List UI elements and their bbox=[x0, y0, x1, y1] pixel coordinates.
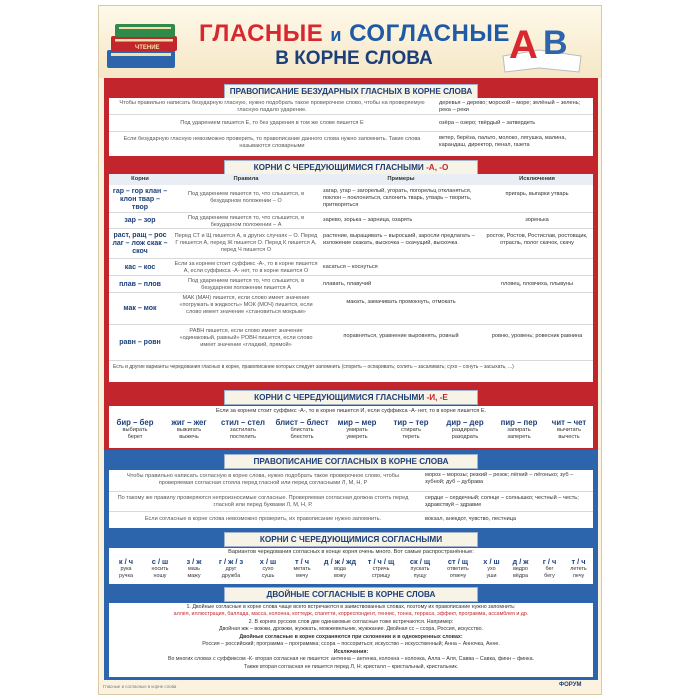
pair-example: ручка bbox=[119, 572, 133, 579]
svg-text:B: B bbox=[543, 24, 568, 62]
root-pair bbox=[251, 557, 285, 579]
pair-example: стрищу bbox=[371, 572, 391, 579]
s2-table bbox=[109, 174, 593, 382]
pair-example: лететь bbox=[570, 566, 587, 572]
example-cell: касаться – коснуться bbox=[323, 264, 378, 270]
title-consonants: СОГЛАСНЫЕ bbox=[349, 20, 510, 47]
pair-root: блист – блест bbox=[275, 418, 329, 427]
title-and: и bbox=[330, 25, 342, 45]
pair-example: вычесть bbox=[558, 433, 580, 440]
pair-example: тереть bbox=[402, 433, 420, 440]
poster-header bbox=[99, 6, 602, 78]
example-cell: плавать, плавучий bbox=[323, 281, 372, 287]
rule-text: Если согласные в корне слова невозможно проверить, их правописание нужно запомнить. bbox=[144, 516, 382, 522]
pair-example: блистать bbox=[290, 427, 314, 433]
table-row bbox=[109, 293, 593, 325]
pair-root: т / ч / щ bbox=[367, 557, 395, 566]
example-text: сердце – сердечный; солнце – солнышко; честный – честь; здравствуй – здравие bbox=[425, 495, 579, 508]
s4-table bbox=[109, 470, 593, 528]
rule-text: Чтобы правильно написать согласную в корне слова, нужно подобрать такое проверочное слово, чтобы проверяемая согласная стояла перед гласной или перед согласными Л, М, Н, Р bbox=[127, 473, 399, 486]
root-pair bbox=[361, 557, 401, 579]
pair-root: к / ч bbox=[118, 557, 134, 566]
exception-cell: пловец, пловчиха, плывуны bbox=[500, 281, 574, 287]
pair-example: стирать bbox=[400, 427, 422, 433]
pair-root: г / ч bbox=[542, 557, 557, 566]
root-pair bbox=[165, 418, 213, 440]
table-row bbox=[109, 132, 593, 156]
pair-example: застилать bbox=[230, 427, 256, 433]
example-text: озёра – озеро; твёрдый – затвердеть bbox=[439, 120, 536, 126]
pair-root: з / ж bbox=[186, 557, 202, 566]
book-label: ЧТЕНИЕ bbox=[135, 45, 160, 51]
root-pair bbox=[545, 418, 593, 440]
table-row bbox=[109, 512, 593, 528]
pair-example: бегу bbox=[544, 572, 555, 579]
root-cell: мак – мок bbox=[123, 305, 157, 312]
root-pair bbox=[506, 557, 535, 579]
table-row bbox=[109, 115, 593, 132]
books-icon bbox=[105, 20, 183, 72]
s2-title bbox=[224, 160, 478, 175]
s3-title bbox=[224, 390, 478, 405]
s3-title-text: КОРНИ С ЧЕРЕДУЮЩИМИСЯ ГЛАСНЫМИ bbox=[254, 393, 425, 402]
pair-example: запереть bbox=[507, 433, 531, 440]
rule-text: Чтобы правильно написать безударную гласную, нужно подобрать такое проверочное слово, чтобы на проверяемую гласную падало ударение. bbox=[119, 100, 425, 113]
s5-intro: Вариантов чередования согласных в конце корня очень много. Вот самые распространённые: bbox=[228, 549, 474, 555]
pair-example: отвечу bbox=[449, 572, 467, 579]
root-pair bbox=[387, 418, 435, 440]
pair-example: бег bbox=[545, 566, 554, 572]
page-subtitle: В КОРНЕ СЛОВА bbox=[275, 48, 433, 69]
s6-line: 1. Двойные согласные в корне слова чаще всего встречаются в заимствованных словах, поэтому их правописание нужно запомнить: bbox=[186, 604, 516, 610]
pair-example: вёдра bbox=[512, 572, 528, 579]
table-row bbox=[109, 185, 593, 213]
example-cell: загар, угар – загорелый, угорать, погорельц откланяться, поклон – поклониться, склонить тварь, утварь – творить, притворяться bbox=[323, 188, 472, 208]
publisher-logo: ФОРУМ bbox=[559, 682, 582, 688]
s2-title-letters: -А, -О bbox=[426, 163, 449, 172]
pair-root: ст / щ bbox=[447, 557, 469, 566]
pair-example: пускать bbox=[410, 566, 430, 572]
table-row bbox=[109, 213, 593, 229]
exception-cell: росток, Ростов, Ростислав, ростовщик, отрасль, полог скачок, скачу bbox=[486, 233, 588, 246]
pair-example: блестеть bbox=[290, 433, 314, 440]
rule-text: По такому же правилу проверяются непроизносимые согласные. Проверяемая согласная должна стоять перед гласной или перед буквами Л, М, Н, Р. bbox=[117, 495, 409, 508]
pair-root: д / ж bbox=[512, 557, 529, 566]
root-pair bbox=[477, 557, 506, 579]
s6-line: Во многих словах с суффиксом -К- вторая согласная не пишется: антенна – антенка, колонна – колонка, Алла – Аля, Савва – Савка, финн – финка. bbox=[167, 656, 535, 662]
pair-root: мир – мер bbox=[337, 418, 377, 427]
ab-letters-icon bbox=[499, 16, 585, 76]
example-text: вокзал, анекдот, чувство, лестница bbox=[425, 516, 517, 522]
example-cell: зарево, зорька – зарница, озарять bbox=[323, 217, 413, 223]
pair-example: сухо bbox=[262, 566, 274, 572]
exception-cell: пригарь, выгарки утварь bbox=[505, 191, 569, 197]
s6-line: Исключения: bbox=[333, 649, 369, 655]
table-header bbox=[109, 174, 593, 185]
root-pair bbox=[273, 418, 331, 440]
footer-text: Гласные и согласные в корне слова bbox=[103, 684, 177, 689]
pair-example: метать bbox=[293, 566, 311, 572]
pair-example: рука bbox=[120, 566, 132, 572]
col-header-rules: Правила bbox=[233, 176, 259, 182]
pair-example: друг bbox=[225, 566, 237, 572]
pair-example: ведро bbox=[513, 566, 528, 572]
pair-root: пир – пер bbox=[500, 418, 538, 427]
rule-cell: Под ударением пишется то, что слышится, в безударном положении пишется А bbox=[187, 278, 305, 291]
pair-example: вода bbox=[334, 566, 346, 572]
table-row bbox=[109, 492, 593, 512]
root-pair bbox=[333, 418, 381, 440]
pair-example: мечу bbox=[295, 572, 309, 579]
pair-example: носить bbox=[151, 566, 169, 572]
pair-example: разодрать bbox=[451, 433, 479, 440]
s3-panel bbox=[109, 406, 593, 448]
s6-line: Также вторая согласная не пишется перед Л, Н: кристалл – кристальный, кристальник. bbox=[243, 664, 459, 670]
pair-example: ухо bbox=[487, 566, 496, 572]
pair-root: тир – тер bbox=[393, 418, 429, 427]
pair-example: выбирать bbox=[122, 427, 148, 433]
pair-example: постелить bbox=[229, 433, 257, 440]
rule-cell: МАК (МАЧ) пишется, если слово имеет значение «погружать в жидкость» МОК (МОЧ) пишется, если слово имеет значение «становиться мокрым» bbox=[179, 295, 313, 315]
pair-example: берет bbox=[127, 433, 143, 440]
pair-example: запирать bbox=[507, 427, 531, 433]
pair-root: жиг – жег bbox=[171, 418, 207, 427]
s1-table bbox=[109, 98, 593, 156]
rule-text: Под ударением пишется Ё, то без ударения в том же слове пишется Е bbox=[180, 120, 364, 126]
root-cell: раст, ращ – рос лаг – лож скак – скоч bbox=[112, 232, 168, 255]
pair-example: умирать bbox=[346, 427, 368, 433]
pair-root: х / ш bbox=[483, 557, 500, 566]
svg-text:A: A bbox=[509, 23, 538, 67]
pair-root: бир – бер bbox=[116, 418, 154, 427]
s6-line: 2. В корнях русских слов две одинаковые согласные тоже встречаются. Например: bbox=[248, 619, 454, 625]
rule-cell: Перед СТ и Щ пишется А, в других случаях – О. Перед Г пишется А, перед Ж пишется О. Перед К пишется А, перед Ч пишется О bbox=[174, 233, 318, 253]
pair-example: раздирать bbox=[451, 427, 479, 433]
example-cell: поравняться, уравнение выровнять, ровный bbox=[343, 333, 459, 339]
rule-cell: Под ударением пишется то, что слышится, в безударном положении – О bbox=[187, 191, 305, 204]
root-pair bbox=[219, 418, 267, 440]
pair-root: т / ч bbox=[294, 557, 310, 566]
s2-title-text: КОРНИ С ЧЕРЕДУЮЩИМИСЯ ГЛАСНЫМИ bbox=[253, 163, 424, 172]
pair-example: уши bbox=[486, 572, 497, 579]
pair-example: мазь bbox=[188, 566, 200, 572]
pair-root: ск / щ bbox=[409, 557, 431, 566]
root-pair bbox=[177, 557, 211, 579]
col-header-examples: Примеры bbox=[387, 176, 415, 182]
exception-cell: ровню, уровень; ровесник равнина bbox=[491, 333, 583, 339]
table-row bbox=[109, 229, 593, 259]
root-cell: зар – зор bbox=[124, 217, 156, 224]
root-pair bbox=[109, 557, 143, 579]
page-title bbox=[199, 20, 509, 48]
s1-title: ПРАВОПИСАНИЕ БЕЗУДАРНЫХ ГЛАСНЫХ В КОРНЕ СЛОВА bbox=[224, 84, 478, 99]
s3-title-letters: -И, -Е bbox=[426, 393, 448, 402]
root-cell: гар – гор клан – клон твар – твор bbox=[112, 188, 168, 211]
title-vowels: ГЛАСНЫЕ bbox=[199, 20, 324, 47]
pair-root: х / ш bbox=[259, 557, 277, 566]
pair-example: дружба bbox=[221, 572, 241, 579]
rule-cell: Если за корнем стоит суффикс -А-, то в корне пишется А, если суффикса -А- нет, то в корне пишется О bbox=[174, 261, 318, 274]
pair-example: вычитать bbox=[557, 427, 581, 433]
pair-root: т / ч bbox=[571, 557, 586, 566]
rule-text: Если безударную гласную невозможно проверить, то правописание данного слова нужно запомнить. Такие слова называются словарными bbox=[123, 136, 421, 149]
root-pair bbox=[495, 418, 543, 440]
root-pair bbox=[211, 557, 251, 579]
root-cell: равн – ровн bbox=[119, 339, 161, 346]
s6-line: аллея, иллюстрация, баллада, масса, колонна, коттедж, спагетти, корреспондент, теннис, тонна, терраса, эффект, программа, ассамблея и др. bbox=[173, 611, 529, 617]
table-row bbox=[109, 98, 593, 115]
pair-example: ответить bbox=[447, 566, 469, 572]
rule-cell: РАВН пишется, если слово имеет значение «одинаковый, равный» РОВН пишется, если слово имеет значение «гладкий, прямой» bbox=[179, 328, 313, 348]
example-text: деревья – дерево; морской – море; зелёный – зелень; река – реки bbox=[439, 100, 581, 113]
pair-root: с / ш bbox=[151, 557, 169, 566]
pair-example: стричь bbox=[372, 566, 390, 572]
example-text: ветер, берёза, пальто, молоко, лягушка, малина, карандаш, директор, пенал, газета bbox=[439, 135, 567, 148]
table-row bbox=[109, 470, 593, 492]
pair-root: стил – стел bbox=[220, 418, 265, 427]
root-cell: плав – плов bbox=[119, 281, 161, 288]
table-row bbox=[109, 276, 593, 293]
col-header-exceptions: Исключения bbox=[519, 176, 555, 182]
example-cell: макать, замачивать промокнуть, отмокать bbox=[346, 299, 456, 305]
pair-example: умереть bbox=[346, 433, 368, 440]
rule-cell: Под ударением пишется то, что слышится, в безударном положении – А bbox=[187, 215, 305, 228]
table-row bbox=[109, 325, 593, 361]
root-pair bbox=[319, 557, 361, 579]
root-cell: кас – кос bbox=[124, 264, 156, 271]
pair-example: лечу bbox=[572, 572, 585, 579]
s4-title: ПРАВОПИСАНИЕ СОГЛАСНЫХ В КОРНЕ СЛОВА bbox=[224, 454, 478, 469]
pair-example: вожу bbox=[333, 572, 347, 579]
pair-example: пущу bbox=[413, 572, 427, 579]
s6-line: Двойная жж – вожжи, дрожжи, жужжать, можжевельник, жужжание. Двойная сс – ссора, Россия, искусство. bbox=[218, 626, 484, 632]
col-header-roots: Корни bbox=[131, 176, 149, 182]
s3-rule: Если за корнем стоит суффикс -А-, то в корне пишется И, если суффикса -А- нет, то в корне пишется Е. bbox=[215, 408, 487, 414]
s6-line: Двойные согласные в корне сохраняются при склонении и в однокоренных словах: bbox=[239, 634, 463, 640]
example-text: мороз – морозы; резкий – резок; лёгкий – лёгонько; зуб – зубной; дуб – дубрава bbox=[425, 472, 574, 485]
root-pair bbox=[535, 557, 564, 579]
s5-panel bbox=[109, 548, 593, 584]
root-pair bbox=[439, 557, 477, 579]
pair-root: д / ж / жд bbox=[323, 557, 357, 566]
pair-example: ношу bbox=[153, 572, 167, 579]
note-text: Есть и другие варианты чередования гласных в корне, правописание которых следует запомнить (спорить – оспаривать; солить – засаливать; сухо – сонуть – засыхать, ...) bbox=[113, 364, 514, 370]
pair-root: чит – чет bbox=[551, 418, 587, 427]
root-pair bbox=[111, 418, 159, 440]
s6-line: Россия – российский; программа – программка; ссора – поссориться; искусство – искусственный; Анна – Анночка, Анне. bbox=[202, 641, 500, 647]
pair-example: мажу bbox=[187, 572, 201, 579]
pair-example: выжечь bbox=[179, 433, 199, 440]
root-pair bbox=[143, 557, 177, 579]
root-pair bbox=[285, 557, 319, 579]
root-pair bbox=[441, 418, 489, 440]
root-pair bbox=[401, 557, 439, 579]
table-row bbox=[109, 259, 593, 276]
pair-root: дир – дер bbox=[446, 418, 484, 427]
example-cell: растение, выращивать – выросший, заросли предлагать – изложение скакать, выскочка – скачущий, выскочка bbox=[323, 233, 475, 246]
poster bbox=[98, 5, 602, 695]
pair-example: выжигать bbox=[176, 427, 202, 433]
exception-cell: зоренька bbox=[525, 217, 549, 223]
root-pair bbox=[564, 557, 593, 579]
pair-root: г / ж / з bbox=[218, 557, 244, 566]
pair-example: сушь bbox=[261, 572, 275, 579]
s6-title: ДВОЙНЫЕ СОГЛАСНЫЕ В КОРНЕ СЛОВА bbox=[224, 587, 478, 602]
s5-title: КОРНИ С ЧЕРЕДУЮЩИМИСЯ СОГЛАСНЫМИ bbox=[224, 532, 478, 547]
s6-panel bbox=[109, 603, 593, 677]
